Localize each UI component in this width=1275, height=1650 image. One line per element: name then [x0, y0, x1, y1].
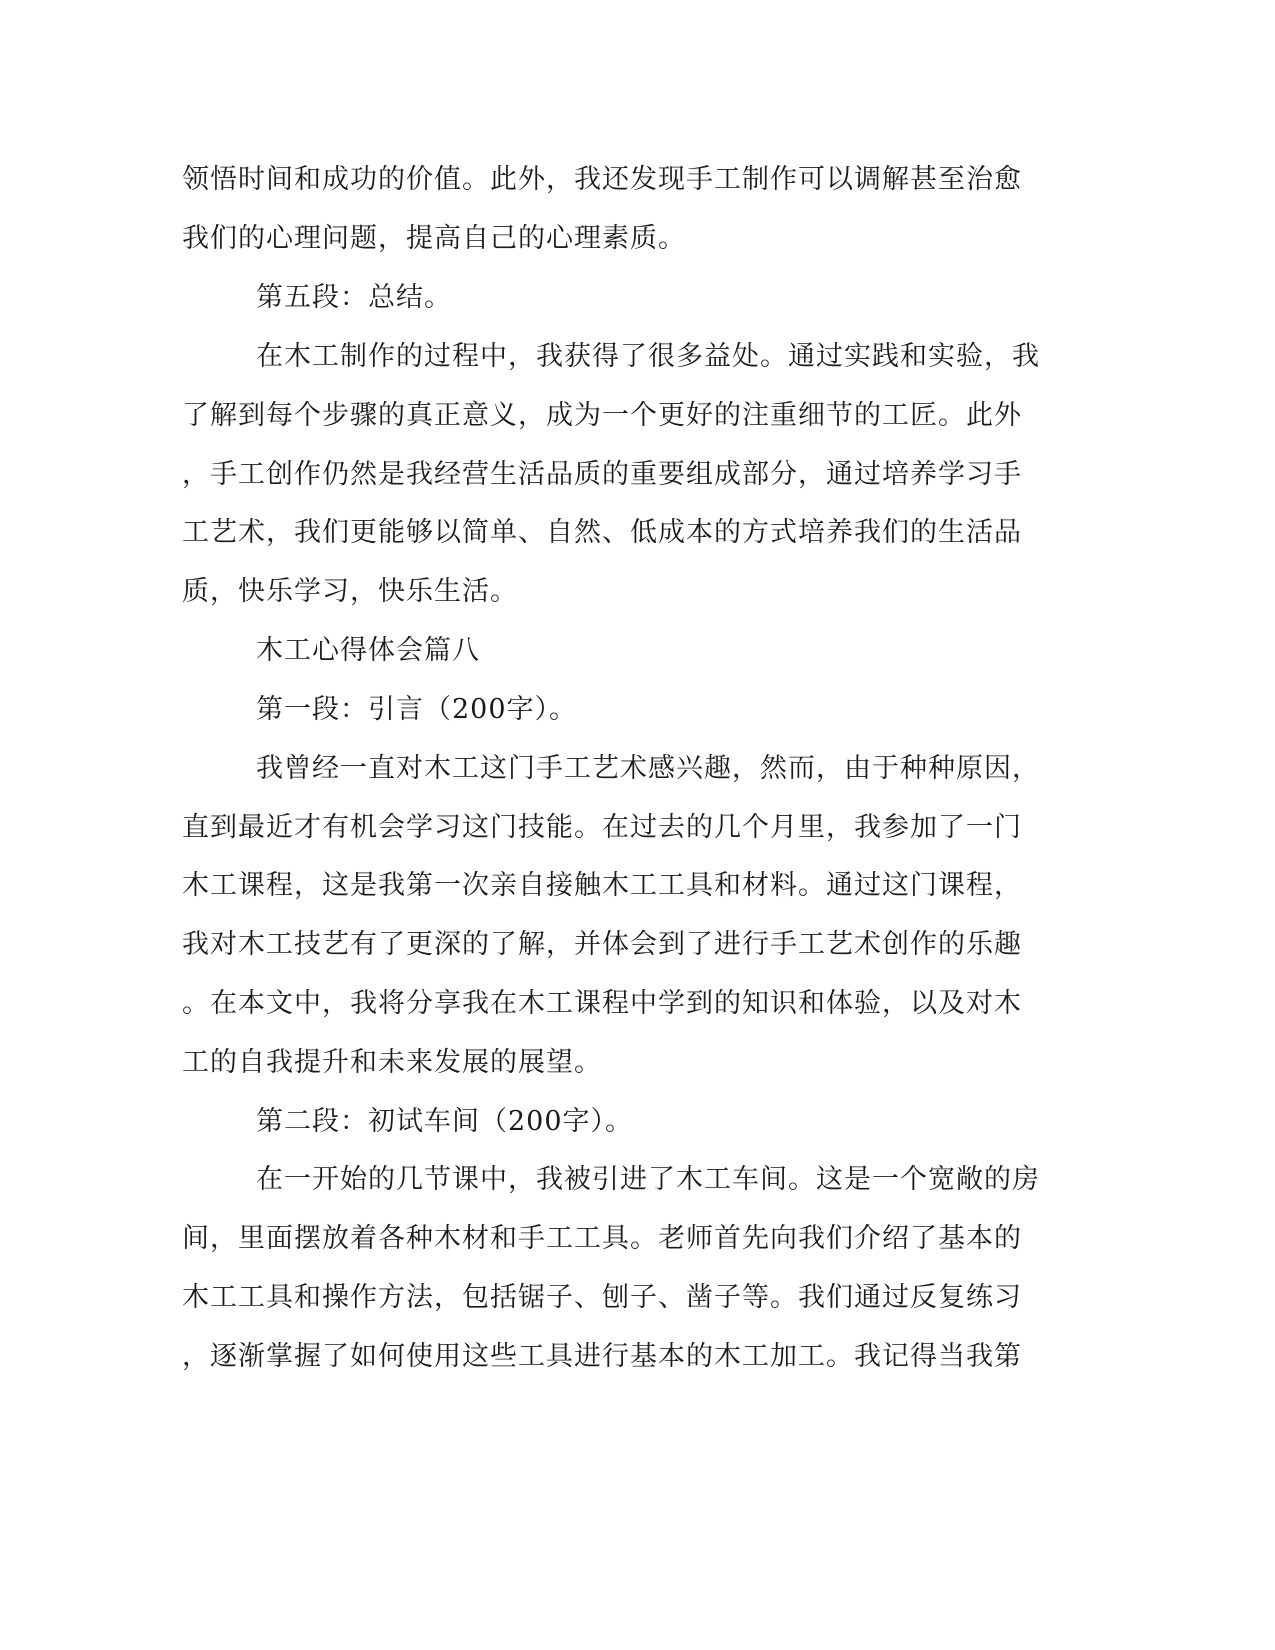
text-line: 质，快乐学习，快乐生活。 [182, 576, 518, 607]
text-line: 木工工具和操作方法，包括锯子、刨子、凿子等。我们通过反复练习 [182, 1282, 1022, 1313]
text-line: 。在本文中，我将分享我在木工课程中学到的知识和体验，以及对木 [182, 988, 1022, 1019]
text-line: 在一开始的几节课中，我被引进了木工车间。这是一个宽敞的房 [256, 1164, 1040, 1195]
text-line: 木工课程，这是我第一次亲自接触木工工具和材料。通过这门课程， [182, 870, 1022, 901]
section-heading: 第二段：初试车间（200字）。 [256, 1106, 634, 1137]
text-line: ，逐渐掌握了如何使用这些工具进行基本的木工加工。我记得当我第 [182, 1341, 1022, 1372]
text-line: 了解到每个步骤的真正意义，成为一个更好的注重细节的工匠。此外 [182, 400, 1022, 431]
section-heading: 第一段：引言（200字）。 [256, 694, 578, 725]
text-line: 我们的心理问题，提高自己的心理素质。 [182, 223, 686, 254]
text-line: 我曾经一直对木工这门手工艺术感兴趣，然而，由于种种原因， [256, 753, 1040, 784]
text-line: 我对木工技艺有了更深的了解，并体会到了进行手工艺术创作的乐趣 [182, 929, 1022, 960]
text-line: 在木工制作的过程中，我获得了很多益处。通过实践和实验，我 [256, 341, 1040, 372]
text-line: 领悟时间和成功的价值。此外，我还发现手工制作可以调解甚至治愈 [182, 164, 1022, 195]
text-line: 直到最近才有机会学习这门技能。在过去的几个月里，我参加了一门 [182, 812, 1022, 843]
section-heading: 第五段：总结。 [256, 282, 452, 313]
text-line: 间，里面摆放着各种木材和手工工具。老师首先向我们介绍了基本的 [182, 1223, 1022, 1254]
text-line: ，手工创作仍然是我经营生活品质的重要组成部分，通过培养学习手 [182, 459, 1022, 490]
article-title: 木工心得体会篇八 [256, 635, 480, 666]
text-line: 工艺术，我们更能够以简单、自然、低成本的方式培养我们的生活品 [182, 517, 1022, 548]
text-line: 工的自我提升和未来发展的展望。 [182, 1047, 602, 1078]
